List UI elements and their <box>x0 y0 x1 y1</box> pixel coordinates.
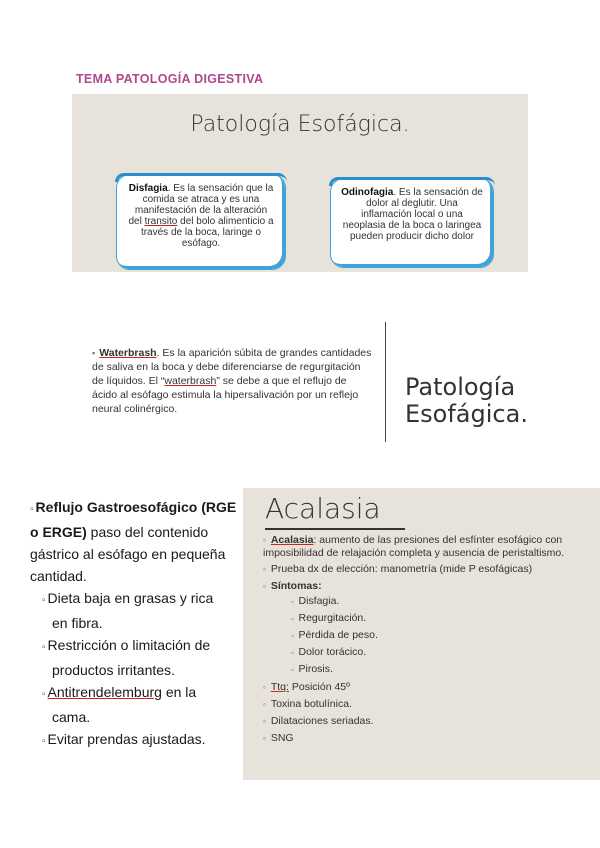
card-text: . Es la sensación que la comida se atraca y es una manifestación de la alteración del <box>128 183 274 227</box>
card-accent <box>329 177 495 186</box>
symptom-text: Pérdida de peso. <box>298 629 378 641</box>
bullet-icon: ▫ <box>263 536 266 545</box>
bullet-icon: ▫ <box>263 734 266 743</box>
slide-patologia-esofagica-1 <box>72 94 528 272</box>
waterbrash-paragraph <box>92 346 372 416</box>
list-item-text-cont: productos irritantes. <box>52 662 175 678</box>
slide-acalasia <box>243 488 600 780</box>
reflujo-section <box>30 496 238 753</box>
list-item <box>263 715 593 728</box>
bullet-icon: ▫ <box>263 565 266 574</box>
vertical-divider <box>385 322 386 442</box>
term-disfagia: Disfagia <box>128 183 168 194</box>
symptoms-list <box>263 595 593 677</box>
symptom-item <box>291 646 593 660</box>
bullet-icon: ▫ <box>291 650 294 657</box>
list-item <box>263 563 593 576</box>
symptom-text: Disfagia. <box>298 595 340 607</box>
list-item-text: : aumento de las presiones del esfínter esofágico con imposibilidad de relajación completa y ausencia de peristaltismo. <box>263 534 565 559</box>
list-item-text: en la <box>161 684 197 700</box>
paragraph-text-end: ” se debe a que el reflujo de ácido al esófago estimula la hipersalivación por un reflejo neural colinérgico. <box>92 375 359 415</box>
bullet-icon: ▫ <box>42 595 46 606</box>
list-item-text: Síntomas: <box>270 580 322 592</box>
symptom-text: Dolor torácico. <box>298 646 367 658</box>
card-text-end: del bolo alimenticio a través de la boca, laringe o esófago. <box>140 216 274 249</box>
bullet-icon: ▫ <box>291 599 294 606</box>
list-item-text: Evitar prendas ajustadas. <box>47 731 206 747</box>
underlined-word: Ttq: <box>270 681 289 693</box>
list-item-text: Dieta baja en grasas y rica <box>47 590 214 606</box>
list-item-text: Toxina botulínica. <box>270 698 352 710</box>
bullet-icon: ▫ <box>42 736 46 747</box>
symptom-text: Regurgitación. <box>298 612 367 624</box>
symptom-item <box>291 612 593 626</box>
list-item <box>263 534 593 559</box>
underlined-word: waterbrash <box>164 375 217 387</box>
symptom-item <box>291 595 593 609</box>
bullet-icon: ▫ <box>291 633 294 640</box>
slide-title: Patología Esofágica. <box>190 112 410 137</box>
reflujo-term: Reflujo Gastroesofágico (RGE o ERGE) <box>30 499 237 540</box>
bullet-icon: ▫ <box>263 700 266 709</box>
list-item <box>263 580 593 677</box>
list-item-text: Restricción o limitación de <box>47 637 211 653</box>
list-item <box>263 681 593 694</box>
list-item-text: Dilataciones seriadas. <box>270 715 374 727</box>
reflujo-definition: paso del contenido gástrico al esófago en pequeña cantidad. <box>30 524 226 584</box>
bullet-icon: ▫ <box>291 667 294 674</box>
bullet-icon: ▪ <box>92 348 96 358</box>
card-disfagia <box>116 174 286 270</box>
bullet-icon: ▫ <box>263 717 266 726</box>
slide-title: Acalasia <box>265 492 381 525</box>
list-item-text: Prueba dx de elección: manometría (mide P esofágicas) <box>270 563 533 575</box>
list-item-text-cont: cama. <box>52 709 91 725</box>
slide-patologia-esofagica-2 <box>72 318 528 448</box>
bullet-icon: ▫ <box>42 689 46 700</box>
term-odinofagia: Odinofagia <box>341 187 394 198</box>
term-waterbrash: Waterbrash <box>99 347 157 359</box>
list-item-text: Posición 45º <box>288 681 350 693</box>
list-item <box>263 698 593 711</box>
list-item <box>263 732 593 745</box>
underlined-word: Antitrendelemburg <box>47 684 162 700</box>
paragraph-text: . Es la aparición súbita de grandes cantidades de saliva en la boca y debe diferenciarse de regurgitación de líquidos. El “ <box>92 347 372 387</box>
list-item <box>30 587 238 634</box>
acalasia-list <box>263 534 593 749</box>
list-item-text-cont: en fibra. <box>52 615 103 631</box>
underlined-word: transito <box>144 216 178 227</box>
list-item <box>30 728 238 753</box>
card-odinofagia <box>330 178 494 268</box>
symptom-text: Pirosis. <box>298 663 333 675</box>
title-underline <box>265 528 405 530</box>
bullet-icon: ▫ <box>291 616 294 623</box>
card-accent <box>115 173 287 182</box>
document-title: TEMA PATOLOGÍA DIGESTIVA <box>76 72 264 86</box>
bullet-icon: ▫ <box>30 504 34 515</box>
symptom-item <box>291 629 593 643</box>
bullet-icon: ▫ <box>263 683 266 692</box>
slide-title: Patología Esofágica. <box>405 373 528 428</box>
bullet-icon: ▫ <box>42 642 46 653</box>
symptom-item <box>291 663 593 677</box>
card-text: . Es la sensación de dolor al deglutir. Una inflamación local o una neoplasia de la boca o laringea pueden producir dicho dolor <box>342 187 483 242</box>
reflujo-heading <box>30 496 238 587</box>
bullet-icon: ▫ <box>263 582 266 591</box>
term-acalasia: Acalasia <box>270 534 314 546</box>
list-item <box>30 681 238 728</box>
list-item-text: SNG <box>270 732 294 744</box>
list-item <box>30 634 238 681</box>
